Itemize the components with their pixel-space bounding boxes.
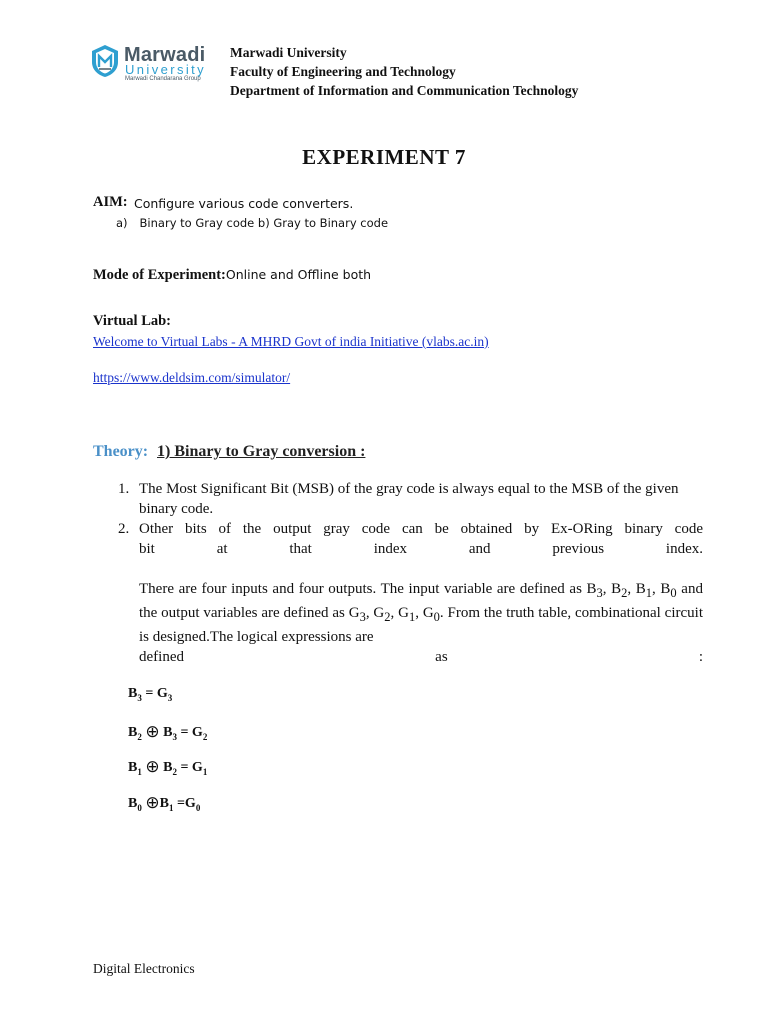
aim-label: AIM: <box>93 194 128 210</box>
theory-title: 1) Binary to Gray conversion : <box>157 443 366 460</box>
word: and <box>468 541 491 557</box>
header-line-faculty: Faculty of Engineering and Technology <box>230 64 456 79</box>
equation: $B_2$ ⊕ $B_3 = G_2$ <box>128 722 208 742</box>
word: index <box>373 541 408 557</box>
theory-list <box>118 479 703 667</box>
header-line-university: Marwadi University <box>230 45 347 60</box>
equation: $B_3 = G_3$ <box>128 686 173 703</box>
theory-paragraph: There are four inputs and four outputs. The input variable are defined as $B_3$, $B_2$, $B_1$, $B_0$ and the output variables are defined as $G_3$, $G_2$, $G_1$, $G_0$. From the truth table, combinational circuit is designed.The logical expressions are <box>139 581 703 645</box>
word: previous <box>552 541 605 557</box>
virtual-labs-link[interactable]: Welcome to Virtual Labs - A MHRD Govt of india Initiative (vlabs.ac.in) <box>93 334 489 349</box>
logo-tagline: Marwadi Chandarana Group <box>125 76 201 82</box>
aim-item-text: Binary to Gray code b) Gray to Binary code <box>139 216 389 230</box>
list-item-number: 2. <box>118 521 130 537</box>
word: at <box>216 541 228 557</box>
mode-text: Online and Offline both <box>225 267 372 282</box>
equation: $B_0$ $\oplus B_1 =G_0$ <box>128 793 201 813</box>
list-item-number: 1. <box>118 481 130 497</box>
xor-symbol: ⊕ <box>145 722 160 741</box>
mode-section <box>93 267 371 284</box>
university-logo <box>90 44 240 86</box>
virtual-lab-label: Virtual Lab: <box>93 313 172 329</box>
header-line-department: Department of Information and Communication Technology <box>230 83 579 98</box>
aim-item-marker: a) <box>116 216 128 230</box>
list-item <box>118 479 703 519</box>
list-item-text-line2 <box>139 539 703 559</box>
equation: $B_1$ ⊕ $B_2 = G_1$ <box>128 757 208 777</box>
list-item-text-line1: Other bits of the output gray code can be obtained by Ex-ORing binary code <box>139 521 703 537</box>
logo-subtitle: University <box>125 62 207 77</box>
xor-symbol: ⊕ <box>145 793 160 812</box>
theory-paragraph-last-line <box>139 647 703 667</box>
page-footer: Digital Electronics <box>93 961 195 976</box>
aim-text: Configure various code converters. <box>134 196 354 211</box>
theory-label: Theory: <box>93 443 149 460</box>
xor-symbol: ⊕ <box>145 757 160 776</box>
header-institution <box>230 43 578 100</box>
list-item <box>118 519 703 667</box>
word: index. <box>665 541 703 557</box>
list-item-text: The Most Significant Bit (MSB) of the gray code is always equal to the MSB of the given binary code. <box>139 481 679 517</box>
word: defined <box>139 649 184 665</box>
mode-label: Mode of Experiment: <box>93 267 226 283</box>
word: as <box>435 649 448 665</box>
aim-item <box>116 216 388 230</box>
deldsim-link[interactable]: https://www.deldsim.com/simulator/ <box>93 370 291 385</box>
word: that <box>289 541 312 557</box>
logo-name: Marwadi <box>124 44 206 66</box>
word: bit <box>139 541 155 557</box>
shield-logo-icon <box>90 44 120 78</box>
word: : <box>698 649 703 665</box>
page-title: EXPERIMENT 7 <box>302 145 466 169</box>
